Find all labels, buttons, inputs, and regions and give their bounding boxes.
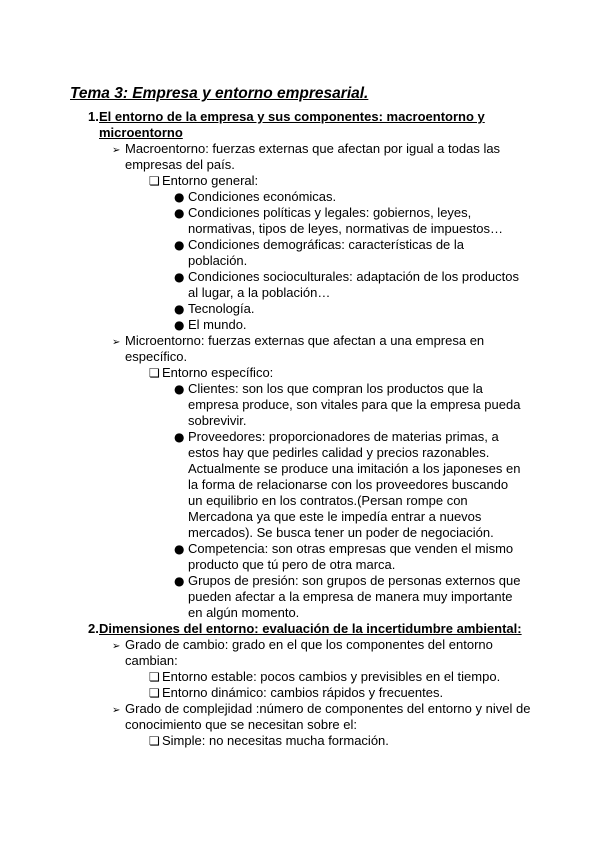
square-bullet-icon: ❏ — [149, 734, 160, 748]
list-item — [70, 733, 600, 749]
document-title: Tema 3: Empresa y entorno empresarial. — [70, 85, 369, 102]
section-1-heading: El entorno de la empresa y sus componentes: macroentorno y microentorno — [99, 109, 485, 140]
list-item — [70, 269, 600, 301]
list-item-text: Clientes: son los que compran los productos que la empresa produce, son vitales para que la empresa pueda sobrevivir. — [188, 381, 521, 428]
dot-bullet-icon: ● — [174, 318, 185, 332]
dot-bullet-icon: ● — [174, 206, 185, 220]
list-item — [70, 333, 600, 365]
list-item-text: Grado de complejidad :número de componentes del entorno y nivel de conocimiento que se necesitan sobre el: — [125, 701, 531, 732]
list-item — [70, 669, 600, 685]
dot-bullet-icon: ● — [174, 270, 185, 284]
dot-bullet-icon: ● — [174, 430, 185, 444]
dot-bullet-icon: ● — [174, 574, 185, 588]
list-item — [70, 637, 600, 669]
list-item — [70, 685, 600, 701]
section-2-number: 2. — [88, 621, 99, 636]
list-item — [70, 365, 600, 381]
list-item — [70, 205, 600, 237]
list-item — [70, 701, 600, 733]
arrow-bullet-icon: ➢ — [112, 337, 121, 348]
list-item — [70, 301, 600, 317]
list-item-text: Condiciones políticas y legales: gobiernos, leyes, normativas, tipos de leyes, normativas de impuestos… — [188, 205, 504, 236]
list-item — [70, 189, 600, 205]
list-item-text: Condiciones demográficas: características de la población. — [188, 237, 465, 268]
list-item-text: Grupos de presión: son grupos de personas externos que pueden afectar a la empresa de manera muy importante en algún momento. — [188, 573, 521, 620]
section-1-number: 1. — [88, 109, 99, 124]
list-item-text: Entorno general: — [162, 173, 259, 188]
list-item — [70, 237, 600, 269]
list-item — [70, 173, 600, 189]
list-item-text: Condiciones socioculturales: adaptación de los productos al lugar, a la población… — [188, 269, 519, 300]
square-bullet-icon: ❏ — [149, 686, 160, 700]
square-bullet-icon: ❏ — [149, 366, 160, 380]
arrow-bullet-icon: ➢ — [112, 145, 121, 156]
square-bullet-icon: ❏ — [149, 670, 160, 684]
list-item-text: Grado de cambio: grado en el que los componentes del entorno cambian: — [125, 637, 493, 668]
list-item — [70, 381, 600, 429]
list-item-text: Entorno dinámico: cambios rápidos y frecuentes. — [162, 685, 444, 700]
dot-bullet-icon: ● — [174, 302, 185, 316]
list-item — [70, 541, 600, 573]
section-1-heading-row — [70, 109, 600, 141]
list-item-text: Proveedores: proporcionadores de materias primas, a estos hay que pedirles calidad y precios razonables. Actualmente se produce una imitación a los japoneses en la forma de relacionarse con los proveedores buscando un equilibrio en los contratos.(Persan rompe con Mercadona ya que este le impedía entrar a nuevos mercados). Se busca tener un poder de negociación. — [188, 429, 521, 540]
dot-bullet-icon: ● — [174, 238, 185, 252]
arrow-bullet-icon: ➢ — [112, 641, 121, 652]
list-item — [70, 429, 600, 541]
square-bullet-icon: ❏ — [149, 174, 160, 188]
list-item — [70, 573, 600, 621]
list-item-text: Condiciones económicas. — [188, 189, 337, 204]
list-item-text: Entorno específico: — [162, 365, 274, 380]
list-item — [70, 141, 600, 173]
list-item-text: Entorno estable: pocos cambios y previsibles en el tiempo. — [162, 669, 501, 684]
dot-bullet-icon: ● — [174, 190, 185, 204]
section-2-heading-row — [70, 621, 600, 637]
dot-bullet-icon: ● — [174, 382, 185, 396]
list-item — [70, 317, 600, 333]
list-item-text: Competencia: son otras empresas que venden el mismo producto que tú pero de otra marca. — [188, 541, 514, 572]
arrow-bullet-icon: ➢ — [112, 705, 121, 716]
list-item-text: Simple: no necesitas mucha formación. — [162, 733, 389, 748]
list-item-text: El mundo. — [188, 317, 247, 332]
dot-bullet-icon: ● — [174, 542, 185, 556]
list-item-text: Tecnología. — [188, 301, 255, 316]
list-item-text: Microentorno: fuerzas externas que afectan a una empresa en específico. — [125, 333, 485, 364]
section-2-heading: Dimensiones del entorno: evaluación de la incertidumbre ambiental: — [99, 621, 522, 636]
list-item-text: Macroentorno: fuerzas externas que afectan por igual a todas las empresas del país. — [125, 141, 501, 172]
